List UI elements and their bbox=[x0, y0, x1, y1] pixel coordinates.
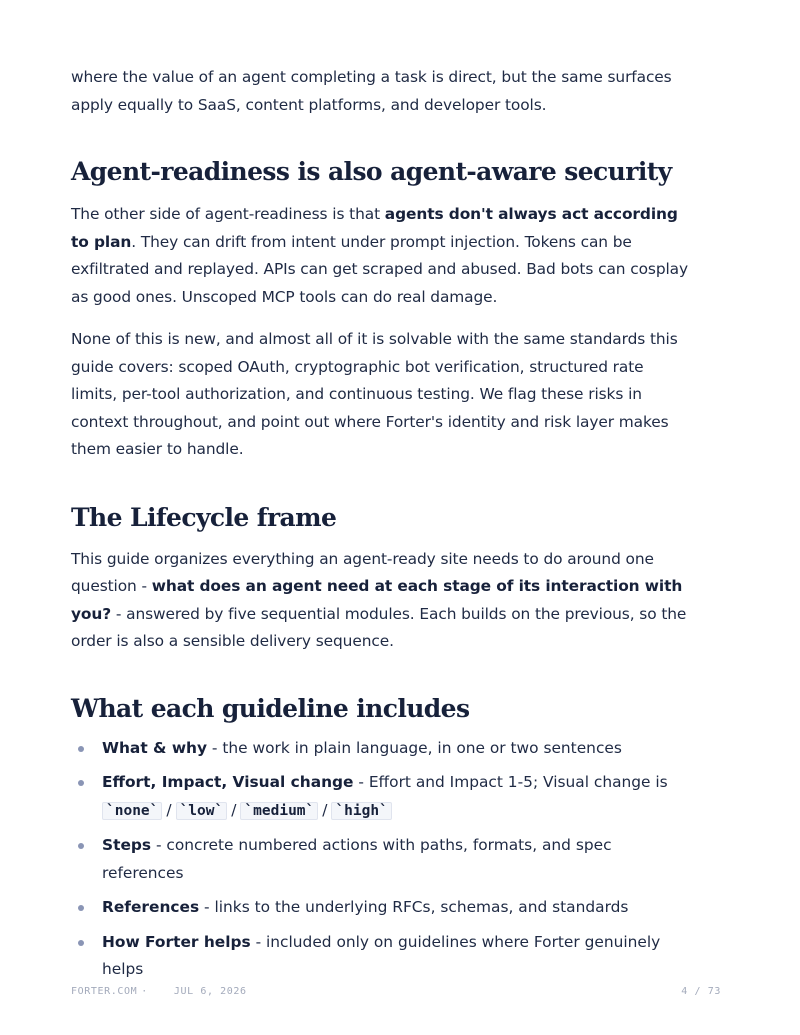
list-item bbox=[71, 832, 691, 887]
list-item-label: What & why bbox=[102, 738, 208, 757]
guidelines-list bbox=[71, 735, 691, 984]
footer-left bbox=[71, 986, 251, 997]
security-p1-bold: agents don't always act according to plan bbox=[71, 205, 678, 251]
section-heading-lifecycle: The Lifecycle frame bbox=[71, 502, 337, 532]
intro-paragraph: where the value of an agent completing a task is direct, but the same surfaces apply equally to SaaS, content platforms, and developer tools. bbox=[71, 68, 672, 114]
list-item-text: - included only on guidelines where Forter genuinely helps bbox=[102, 932, 661, 978]
bullet-icon bbox=[78, 940, 84, 946]
security-paragraph-2: None of this is new, and almost all of it is solvable with the same standards this guide covers: scoped OAuth, cryptographic bot verification, structured rate limits, per-tool authorization, and continuous testing. We flag these risks in context throughout, and point out where Forter's identity and risk layer makes them easier to handle. bbox=[71, 330, 678, 458]
list-item bbox=[71, 735, 691, 763]
lifecycle-bold: what does an agent need at each stage of its interaction with you? bbox=[71, 577, 683, 623]
list-item-label: References bbox=[102, 898, 200, 916]
bullet-icon bbox=[78, 843, 84, 849]
list-item-text: - the work in plain language, in one or two sentences bbox=[207, 738, 622, 757]
list-item-text: - links to the underlying RFCs, schemas, and standards bbox=[199, 898, 629, 916]
list-item bbox=[71, 929, 691, 984]
footer-dot: · bbox=[141, 986, 148, 997]
footer-date: JUL 6, 2026 bbox=[173, 986, 247, 997]
bullet-icon bbox=[78, 746, 84, 752]
visual-value-code: `medium` bbox=[240, 802, 318, 820]
list-item-label: Steps bbox=[102, 836, 152, 854]
page-number: 4 / 73 bbox=[681, 986, 721, 997]
visual-value-code: `high` bbox=[331, 802, 391, 820]
security-p1-rest: . They can drift from intent under prompt injection. Tokens can be exfiltrated and replayed. APIs can get scraped and abused. Bad bots can cosplay as good ones. Unscoped MCP tools can do real damage. bbox=[71, 232, 688, 306]
visual-value-code: `none` bbox=[102, 802, 162, 820]
bullet-icon bbox=[78, 905, 84, 911]
bullet-icon bbox=[78, 780, 84, 786]
list-item-label: How Forter helps bbox=[102, 932, 251, 951]
separator: / bbox=[231, 800, 237, 819]
section-heading-security: Agent-readiness is also agent-aware security bbox=[71, 157, 672, 186]
separator: / bbox=[166, 800, 172, 819]
separator: / bbox=[322, 800, 328, 819]
security-p1-lead: The other side of agent-readiness is that bbox=[71, 205, 385, 223]
document-content bbox=[71, 64, 691, 991]
list-item-label: Effort, Impact, Visual change bbox=[102, 773, 354, 791]
list-item bbox=[71, 769, 691, 825]
list-item-text: - concrete numbered actions with paths, formats, and spec references bbox=[102, 836, 612, 882]
visual-value-code: `low` bbox=[176, 802, 228, 820]
page-footer bbox=[71, 986, 721, 997]
footer-site: FORTER.COM bbox=[71, 986, 138, 997]
lifecycle-lead: This guide organizes everything an agent-ready site needs to do around one question - bbox=[71, 549, 654, 595]
lifecycle-rest: - answered by five sequential modules. Each builds on the previous, so the order is also a sensible delivery sequence. bbox=[71, 604, 687, 650]
list-item-text: - Effort and Impact 1-5; Visual change is bbox=[353, 773, 668, 791]
lifecycle-paragraph bbox=[71, 546, 691, 656]
section-heading-guidelines: What each guideline includes bbox=[71, 693, 470, 723]
list-item bbox=[71, 894, 691, 922]
security-paragraph-1 bbox=[71, 201, 691, 311]
